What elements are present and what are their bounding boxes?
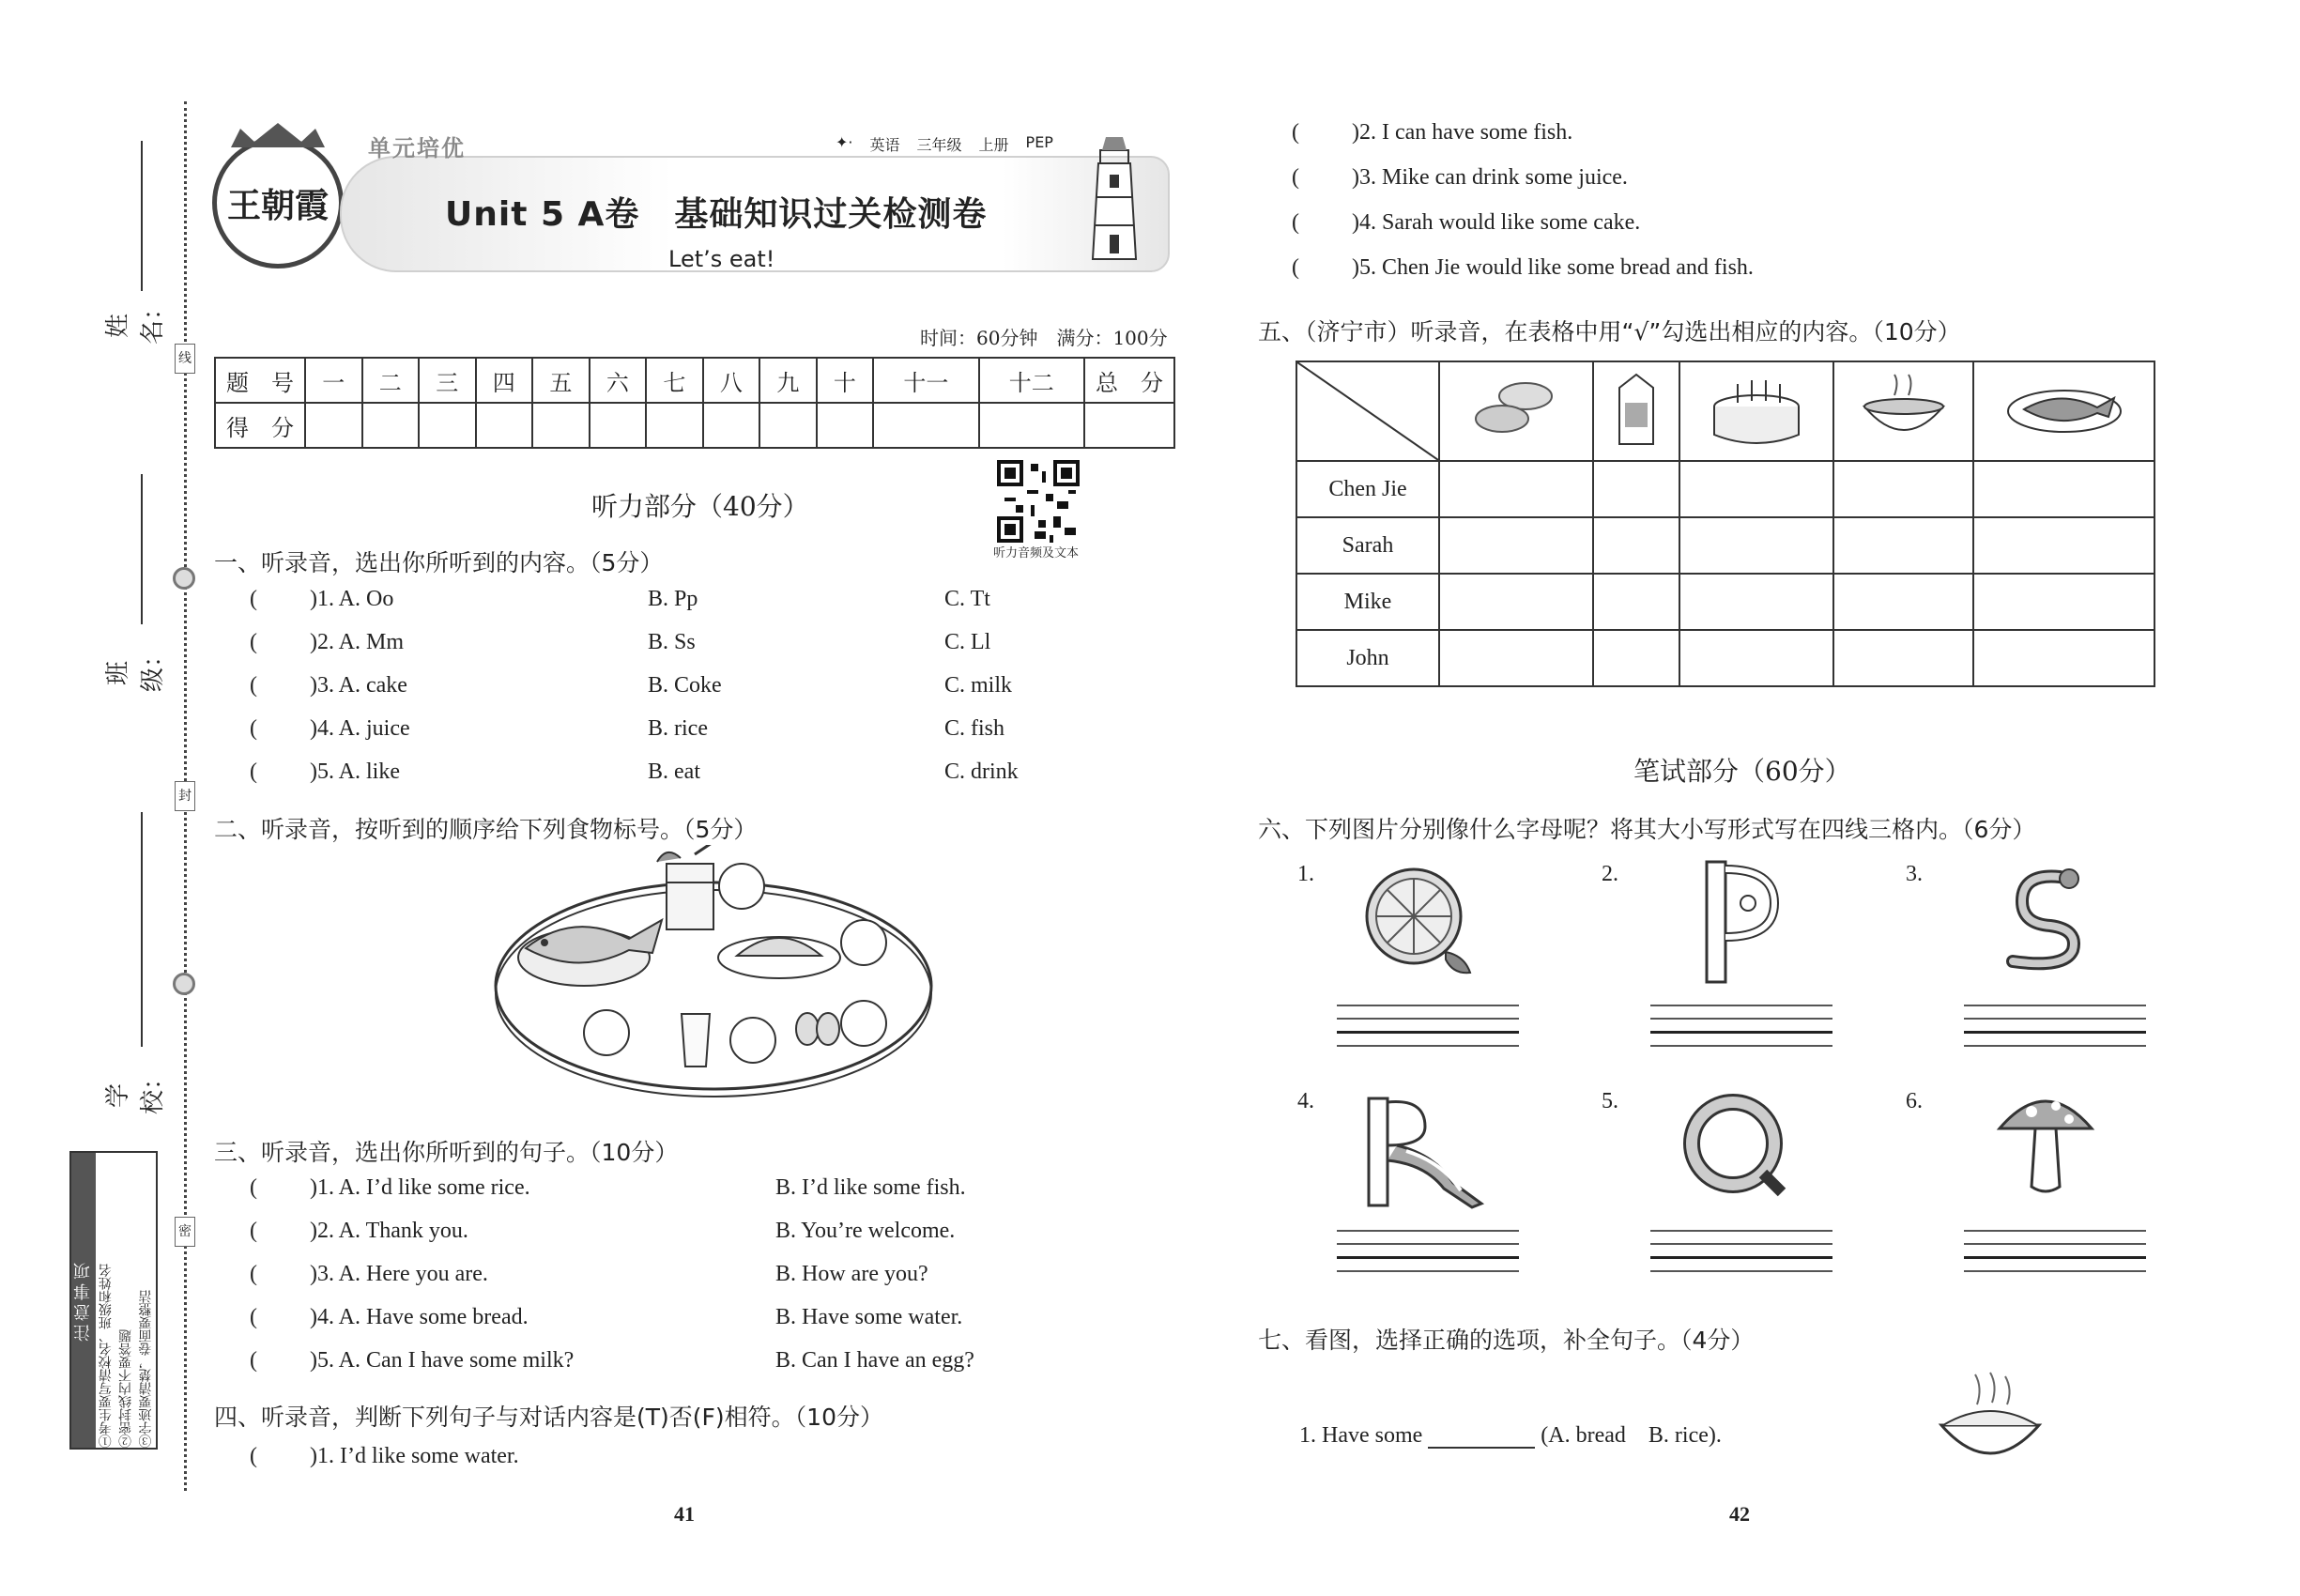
option-a: )2. A. Mm [310,630,405,654]
answer-blank[interactable]: ( [250,1305,257,1329]
notice-box [69,1151,158,1450]
score-head-cell: 二 [362,358,420,403]
question-options: (A. bread B. rice). [1541,1423,1722,1448]
check-cell[interactable] [1593,630,1679,686]
score-head-cell: 九 [759,358,817,403]
name-line [141,141,143,291]
item-number: 3. [1906,862,1923,886]
answer-blank[interactable]: ( [250,587,257,611]
part4-item [1292,255,2137,300]
bread-icon [1439,361,1593,461]
score-head-total: 总 分 [1084,358,1174,403]
answer-blank[interactable]: ( [250,630,257,654]
score-head-cell: 三 [419,358,476,403]
answer-blank[interactable]: ( [1292,165,1299,190]
check-cell[interactable] [1973,461,2154,517]
ring-letter-o-icon [1680,1091,1793,1207]
check-cell[interactable] [1439,461,1593,517]
option-c: C. Ll [944,630,991,654]
part6-title: 六、下列图片分别像什么字母呢？将其大小写形式写在四线三格内。（6分） [1258,816,2036,843]
option-a: )4. A. juice [310,716,410,741]
meta-edition: PEP [1025,133,1053,151]
check-cell[interactable] [1439,574,1593,630]
answer-blank[interactable]: ( [250,760,257,784]
meta-star-icon: ✦· [836,133,853,151]
option-a: )1. A. I’d like some rice. [310,1175,530,1200]
answer-blank[interactable]: ( [250,1262,257,1286]
option-c: C. drink [944,760,1019,784]
qr-caption: 听力音频及文本 [993,546,1080,560]
check-cell[interactable] [1833,461,1974,517]
check-cell[interactable] [1833,517,1974,574]
option-b: B. Coke [648,673,722,698]
school-line [141,812,143,1047]
binding-hole-1 [173,567,195,590]
question-text: 1. Have some [1299,1423,1423,1448]
statement: )3. Mike can drink some juice. [1352,165,1628,190]
brand-logo [212,137,344,269]
option-a: )5. A. Can I have some milk? [310,1348,575,1373]
score-input-cell[interactable] [759,403,817,448]
check-cell[interactable] [1679,630,1833,686]
part2-title: 二、听录音，按听到的顺序给下列食物标号。（5分） [214,816,758,843]
score-input-cell[interactable] [873,403,978,448]
part1-item [250,630,1095,673]
part3-item [250,1175,1095,1219]
answer-blank[interactable]: ( [250,716,257,741]
score-input-cell[interactable] [419,403,476,448]
writing-lines[interactable] [1964,1005,2146,1058]
score-head-cell: 六 [590,358,647,403]
student-name: Mike [1296,574,1439,630]
statement: )5. Chen Jie would like some bread and fish. [1352,255,1754,280]
part3-list [250,1175,1095,1391]
milk-carton-icon [1593,361,1679,461]
option-b: B. Can I have an egg? [775,1348,974,1373]
listening-title: 听力部分（40分） [591,491,809,522]
answer-blank[interactable]: ( [250,1175,257,1200]
lighthouse-icon [1081,131,1147,267]
meta-volume: 上册 [978,136,1009,154]
writing-title: 笔试部分（60分） [1633,756,1851,787]
letter-p-icon [1690,856,1784,991]
header-meta [836,133,1053,155]
statement: )1. I’d like some water. [310,1444,519,1468]
part1-item [250,673,1095,716]
check-cell[interactable] [1973,630,2154,686]
notice-2: ②密封线内不要答题 [118,1329,134,1448]
score-input-cell[interactable] [979,403,1084,448]
part1-list [250,587,1095,803]
notice-1: ①考生要写清校名、班级和姓名 [98,1264,114,1448]
part1-item [250,716,1095,760]
name-label: 姓 名： [104,295,167,345]
check-cell[interactable] [1973,517,2154,574]
option-a: )3. A. cake [310,673,407,698]
mushroom-icon [1994,1089,2097,1205]
score-head-cell: 一 [305,358,362,403]
option-c: C. milk [944,673,1013,698]
item-number: 5. [1602,1089,1618,1113]
answer-blank[interactable] [1428,1422,1535,1449]
score-input-cell[interactable] [646,403,703,448]
check-row [1296,630,2154,686]
unit-subtitle: Let’s eat! [668,246,775,272]
check-cell[interactable] [1679,574,1833,630]
item-number: 1. [1297,862,1314,886]
score-header-row [215,358,1174,403]
meta-grade: 三年级 [916,136,962,154]
birthday-cake-icon [1679,361,1833,461]
snake-icon [1994,864,2097,980]
option-b: B. I’d like some fish. [775,1175,966,1200]
cut-mark-line: 线 [175,344,195,374]
student-name: John [1296,630,1439,686]
score-table [214,357,1175,449]
score-input-cell[interactable] [476,403,533,448]
check-table [1296,361,2155,687]
score-input-cell[interactable] [817,403,874,448]
check-cell[interactable] [1439,517,1593,574]
score-head-cell: 五 [532,358,590,403]
fish-plate-icon [1973,361,2154,461]
score-head-cell: 四 [476,358,533,403]
writing-lines[interactable] [1650,1005,1832,1058]
diagonal-header-cell [1296,361,1439,461]
item-number: 2. [1602,862,1618,886]
score-head-cell: 八 [703,358,760,403]
part3-item [250,1348,1095,1391]
class-label: 班 级： [104,642,167,692]
student-name: Chen Jie [1296,461,1439,517]
score-head-cell: 七 [646,358,703,403]
check-cell[interactable] [1593,517,1679,574]
score-head-cell: 十二 [979,358,1084,403]
page-title: Unit 5 A卷 基础知识过关检测卷 [445,195,988,234]
part3-item [250,1219,1095,1262]
score-head-label: 题 号 [215,358,305,403]
score-value-row [215,403,1174,448]
part7-question-1 [1299,1416,1722,1449]
slide-letter-r-icon [1359,1089,1491,1215]
part4-item [1292,210,2137,255]
meta-subject: 英语 [869,136,900,154]
check-cell[interactable] [1679,517,1833,574]
score-input-cell[interactable] [362,403,420,448]
cut-mark-secret: 密 [175,1217,195,1247]
part4-continued [1292,120,2137,300]
check-cell[interactable] [1593,461,1679,517]
student-name: Sarah [1296,517,1439,574]
option-b: B. How are you? [775,1262,928,1286]
score-value-label: 得 分 [215,403,305,448]
answer-blank[interactable]: ( [250,1219,257,1243]
writing-lines[interactable] [1650,1230,1832,1283]
part3-item [250,1262,1095,1305]
school-label: 学 校： [104,1065,167,1114]
writing-lines[interactable] [1337,1230,1519,1283]
cut-mark-seal: 封 [175,781,195,811]
part4-title: 四、听录音，判断下列句子与对话内容是(T)否(F)相符。（10分） [214,1404,883,1431]
option-b: B. rice [648,716,708,741]
check-cell[interactable] [1833,630,1974,686]
answer-blank[interactable]: ( [250,673,257,698]
qr-code[interactable] [997,460,1080,543]
score-input-cell[interactable] [590,403,647,448]
answer-blank[interactable]: ( [250,1444,257,1468]
class-line [141,474,143,624]
brand-name: 王朝霞 [226,185,329,225]
option-b: B. Ss [648,630,696,654]
score-input-cell[interactable] [305,403,362,448]
option-c: C. fish [944,716,1005,741]
option-b: B. Pp [648,587,698,611]
score-head-cell: 十一 [873,358,978,403]
item-number: 4. [1297,1089,1314,1113]
check-cell[interactable] [1439,630,1593,686]
part3-item [250,1305,1095,1348]
check-cell[interactable] [1593,574,1679,630]
answer-blank[interactable]: ( [1292,255,1299,280]
part4-item [1292,165,2137,210]
binding-hole-2 [173,973,195,995]
writing-lines[interactable] [1337,1005,1519,1058]
option-a: )3. A. Here you are. [310,1262,488,1286]
option-b: B. Have some water. [775,1305,963,1329]
check-header-row [1296,361,2154,461]
page-number-right: 42 [1729,1502,1750,1526]
part1-item [250,760,1095,803]
page-number-left: 41 [674,1502,695,1526]
notice-3: ③字迹要清楚，卷面要整洁 [138,1290,154,1448]
answer-blank[interactable]: ( [250,1348,257,1373]
item-number: 6. [1906,1089,1923,1113]
part1-item [250,587,1095,630]
food-plate-illustration [488,845,939,1121]
part1-title: 一、听录音，选出你所听到的内容。（5分） [214,549,664,576]
check-row [1296,461,2154,517]
option-a: )4. A. Have some bread. [310,1305,529,1329]
part4-item-1 [250,1444,907,1469]
score-head-cell: 十 [817,358,874,403]
notice-title: 注意事项 [71,1153,96,1448]
writing-lines[interactable] [1964,1230,2146,1283]
statement: )2. I can have some fish. [1352,120,1573,145]
option-b: B. eat [648,760,700,784]
part7-title: 七、看图，选择正确的选项，补全句子。（4分） [1258,1327,1755,1354]
statement: )4. Sarah would like some cake. [1352,210,1641,235]
score-input-cell[interactable] [1084,403,1174,448]
noodle-bowl-icon [1833,361,1974,461]
option-a: )5. A. like [310,760,400,784]
header-tag: 单元培优 [368,135,466,161]
answer-blank[interactable]: ( [1292,120,1299,145]
part4-item [1292,120,2137,165]
crown-icon [226,121,330,149]
option-b: B. You’re welcome. [775,1219,956,1243]
option-c: C. Tt [944,587,990,611]
check-row [1296,517,2154,574]
time-score: 时间：60分钟 满分：100分 [920,327,1168,349]
orange-slice-icon [1359,862,1481,988]
check-cell[interactable] [1679,461,1833,517]
check-cell[interactable] [1833,574,1974,630]
part3-title: 三、听录音，选出你所听到的句子。（10分） [214,1139,679,1166]
score-input-cell[interactable] [703,403,760,448]
check-row [1296,574,2154,630]
option-a: )1. A. Oo [310,587,394,611]
part5-title: 五、（济宁市）听录音，在表格中用“√”勾选出相应的内容。（10分） [1258,318,1961,345]
check-cell[interactable] [1973,574,2154,630]
answer-blank[interactable]: ( [1292,210,1299,235]
score-input-cell[interactable] [532,403,590,448]
option-a: )2. A. Thank you. [310,1219,468,1243]
rice-bowl-icon [1934,1369,2047,1476]
